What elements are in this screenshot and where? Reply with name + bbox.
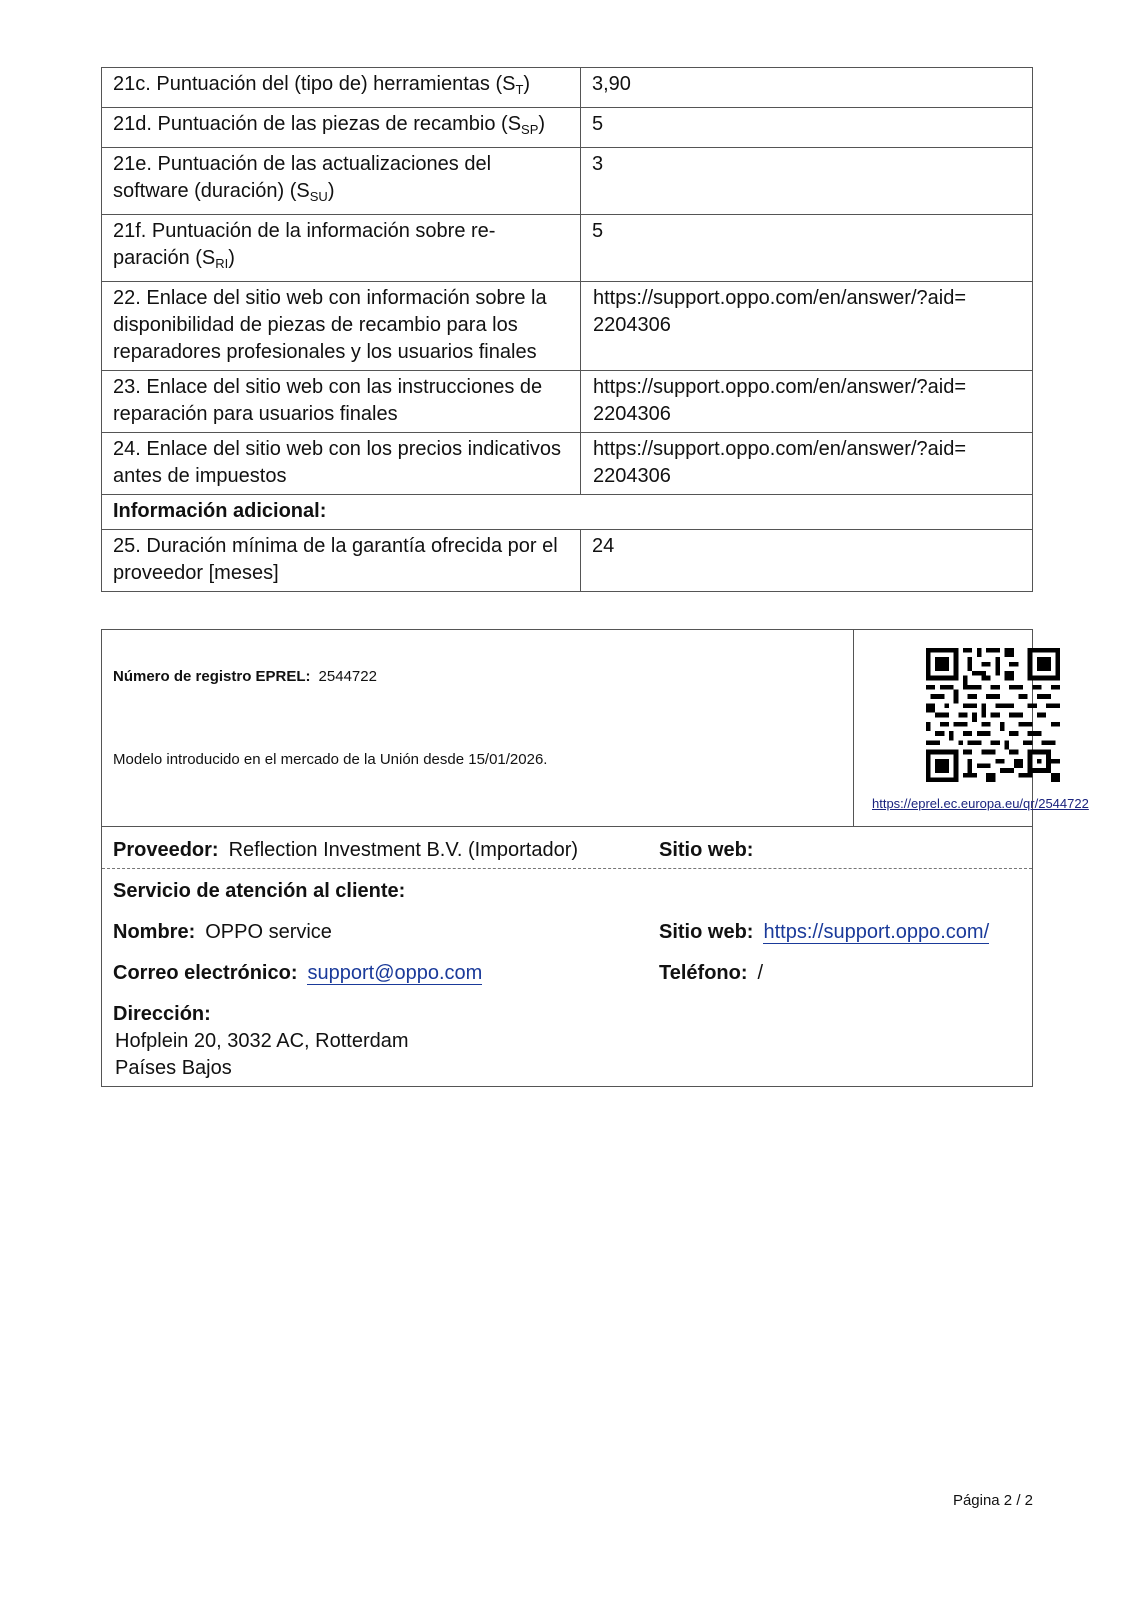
service-phone-line (659, 962, 763, 985)
qr-code-icon (926, 648, 1060, 782)
row-value: https://support.oppo.com/en/answer/?aid= 2204306 (581, 282, 1033, 371)
service-header: Servicio de atención al cliente: (113, 880, 406, 902)
page-number: Página 2 / 2 (952, 1492, 1033, 1509)
eprel-qr-link[interactable]: https://eprel.ec.europa.eu/qr/2544722 (872, 796, 1089, 811)
row-label: 23. Enlace del sitio web con las instrucciones de reparación para usuarios finales (102, 371, 581, 433)
row-label: 24. Enlace del sitio web con los precios indicativos antes de impuestos (102, 433, 581, 495)
service-address-line2: Países Bajos (115, 1057, 232, 1079)
eprel-reg-value: 2544722 (318, 668, 377, 685)
repairability-table (101, 67, 1033, 592)
eprel-info-box (101, 629, 1089, 1087)
additional-info-header: Información adicional: (102, 495, 1033, 530)
eprel-reg-label: Número de registro EPREL: (113, 668, 311, 685)
eprel-registration-line (113, 668, 377, 685)
table-row (102, 108, 1033, 148)
service-phone-label: Teléfono: (659, 962, 748, 984)
service-name-label: Nombre: (113, 921, 196, 943)
row-label: 21f. Puntuación de la información sobre re-paración $(S_{RI})$ (102, 215, 581, 282)
supplier-label: Proveedor: (113, 839, 219, 861)
table-row (102, 68, 1033, 108)
supplier-web-label: Sitio web: (659, 839, 754, 861)
row-value: https://support.oppo.com/en/answer/?aid= 2204306 (581, 433, 1033, 495)
row-label: 21c. Puntuación del (tipo de) herramientas $(S_T)$ (102, 68, 581, 108)
table-row (102, 371, 1033, 433)
row-value: 5 (581, 215, 1033, 282)
service-email-label: Correo electrónico: (113, 962, 298, 984)
row-label: 21e. Puntuación de las actualizaciones del software (duración) $(S_{SU})$ (102, 148, 581, 215)
service-phone-value: / (757, 962, 764, 984)
service-web-line (659, 921, 989, 944)
row-label: 21d. Puntuación de las piezas de recambio $(S_{SP})$ (102, 108, 581, 148)
row-value: 3 (581, 148, 1033, 215)
table-row (102, 148, 1033, 215)
eprel-registration (102, 630, 854, 826)
table-row (102, 215, 1033, 282)
row-label: 25. Duración mínima de la garantía ofrecida por el proveedor [meses] (102, 530, 581, 592)
row-label: 22. Enlace del sitio web con información sobre la disponibilidad de piezas de recambio para los reparadores profesionales y los usuarios finales (102, 282, 581, 371)
dashed-divider (102, 868, 1032, 869)
table-row (102, 433, 1033, 495)
additional-info-row (102, 495, 1033, 530)
row-value: 24 (581, 530, 1033, 592)
divider (102, 826, 1032, 827)
service-email-link[interactable]: support@oppo.com (307, 962, 483, 984)
service-address-line1: Hofplein 20, 3032 AC, Rotterdam (115, 1030, 409, 1052)
supplier-value: Reflection Investment B.V. (Importador) (228, 839, 579, 861)
service-email-line (113, 962, 482, 985)
service-web-label: Sitio web: (659, 921, 754, 943)
service-web-link[interactable]: https://support.oppo.com/ (763, 921, 990, 943)
table-row (102, 530, 1033, 592)
service-address-label: Dirección: (113, 1003, 211, 1025)
supplier-line (113, 839, 578, 862)
service-name-line (113, 921, 332, 944)
service-name-value: OPPO service (205, 921, 332, 943)
row-value: https://support.oppo.com/en/answer/?aid= 2204306 (581, 371, 1033, 433)
table-row (102, 282, 1033, 371)
row-value: 3,90 (581, 68, 1033, 108)
model-market-date: Modelo introducido en el mercado de la Unión desde 15/01/2026. (113, 751, 548, 768)
row-value: 5 (581, 108, 1033, 148)
supplier-web-line (659, 839, 753, 862)
